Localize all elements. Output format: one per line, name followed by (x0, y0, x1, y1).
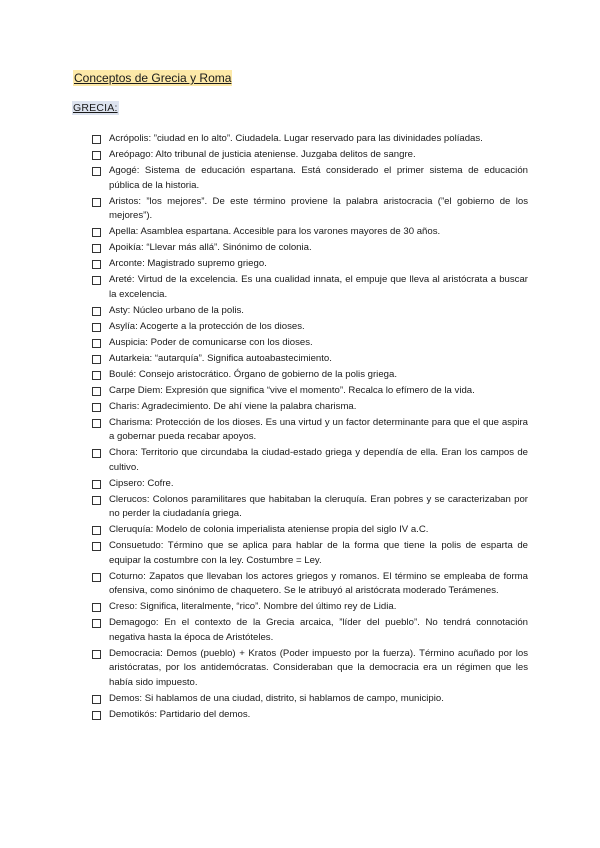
checklist-item-text: Autarkeia: “autarquía”. Significa autoabastecimiento. (109, 352, 332, 364)
checklist-item-text: Boulé: Consejo aristocrático. Órgano de gobierno de la polis griega. (109, 368, 397, 380)
checkbox-icon[interactable] (92, 526, 101, 535)
checklist-item-text: Asylía: Acogerte a la protección de los dioses. (109, 320, 305, 332)
checklist-item (92, 416, 528, 445)
checklist-item (92, 570, 528, 599)
checkbox-icon[interactable] (92, 695, 101, 704)
checklist-item-text: Acrópolis: ”ciudad en lo alto”. Ciudadela. Lugar reservado para las divinidades políadas. (109, 133, 483, 144)
checklist-item (92, 600, 528, 615)
checklist-item-text: Chora: Territorio que circundaba la ciudad-estado griega y dependía de ella. Eran los campos de cultivo. (109, 447, 528, 473)
checkbox-icon[interactable] (92, 339, 101, 348)
checkbox-icon[interactable] (92, 480, 101, 489)
checkbox-icon[interactable] (92, 603, 101, 612)
checklist-item (92, 523, 528, 538)
checkbox-icon[interactable] (92, 542, 101, 551)
checklist-item-text: Democracia: Demos (pueblo) + Kratos (Poder impuesto por la fuerza). Término acuñado por los aristócratas, por los antidemócratas. Consideraban que la democracia era un régimen que les había sido impuesto. (109, 647, 528, 688)
checkbox-icon[interactable] (92, 244, 101, 253)
checklist-item (92, 708, 528, 723)
checklist-item-text: Arconte: Magistrado supremo griego. (109, 258, 267, 269)
checklist-item-text: Cleruquía: Modelo de colonia imperialista ateniense propia del siglo IV a.C. (109, 524, 429, 535)
checkbox-icon[interactable] (92, 355, 101, 364)
checkbox-icon[interactable] (92, 135, 101, 144)
checkbox-icon[interactable] (92, 276, 101, 285)
checkbox-icon[interactable] (92, 573, 101, 582)
checklist-item (92, 368, 528, 383)
checklist-item (92, 336, 528, 351)
checklist-item (92, 320, 528, 335)
checklist-item-text: Carpe Diem: Expresión que significa “vive el momento”. Recalca lo efímero de la vida. (109, 384, 475, 396)
checklist-item-text: Auspicia: Poder de comunicarse con los dioses. (109, 336, 313, 348)
checklist-item-text: Asty: Núcleo urbano de la polis. (109, 304, 244, 316)
document-title: Conceptos de Grecia y Roma (74, 71, 232, 85)
checkbox-icon[interactable] (92, 371, 101, 380)
checklist-item (92, 132, 528, 147)
checkbox-icon[interactable] (92, 167, 101, 176)
checklist-item (92, 539, 528, 568)
checklist-item-text: Demotikós: Partidario del demos. (109, 708, 251, 720)
checklist-item (92, 148, 528, 163)
checklist-item (92, 647, 528, 691)
checkbox-icon[interactable] (92, 650, 101, 659)
checklist-item (92, 352, 528, 367)
checklist-item-text: Charis: Agradecimiento. De ahí viene la palabra charisma. (109, 400, 357, 412)
checklist-item-text: Areté: Virtud de la excelencia. Es una cualidad innata, el empuje que lleva al aristócrata a buscar la excelencia. (109, 274, 528, 300)
checklist-item-text: Cipsero: Cofre. (109, 477, 174, 489)
checklist-item-text: Areópago: Alto tribunal de justicia ateniense. Juzgaba delitos de sangre. (109, 149, 416, 160)
checkbox-icon[interactable] (92, 228, 101, 237)
checklist-item-text: Clerucos: Colonos paramilitares que habitaban la cleruquía. Eran pobres y se caracterizaban por no perder la ciudadanía griega. (109, 493, 528, 519)
concept-list (92, 132, 528, 724)
checklist-item (92, 304, 528, 319)
checklist-item-text: Aristos: ”los mejores”. De este término proviene la palabra aristocracia (”el gobierno de los mejores”). (109, 195, 528, 221)
checkbox-icon[interactable] (92, 260, 101, 269)
checklist-item-text: Apella: Asamblea espartana. Accesible para los varones mayores de 30 años. (109, 226, 441, 237)
checkbox-icon[interactable] (92, 403, 101, 412)
checklist-item-text: Coturno: Zapatos que llevaban los actores griegos y romanos. El término se empleaba de forma ofensiva, como sinónimo de chaquetero. Se le atribuyó al aristócrata moderado Terámenes. (109, 570, 528, 596)
checklist-item (92, 446, 528, 475)
checklist-item (92, 477, 528, 492)
checklist-item-text: Creso: Significa, literalmente, “rico”. Nombre del último rey de Lidia. (109, 601, 397, 612)
checklist-item (92, 257, 528, 272)
checkbox-icon[interactable] (92, 496, 101, 505)
checkbox-icon[interactable] (92, 323, 101, 332)
checkbox-icon[interactable] (92, 711, 101, 720)
checklist-item-text: Consuetudo: Término que se aplica para hablar de la forma que tiene la polis de esparta de equipar la costumbre con la ley. Costumbre = Ley. (109, 540, 528, 566)
checkbox-icon[interactable] (92, 419, 101, 428)
checklist-item (92, 273, 528, 302)
checklist-item-text: Agogé: Sistema de educación espartana. Está considerado el primer sistema de educación pública de la historia. (109, 165, 528, 191)
checklist-item (92, 616, 528, 645)
checkbox-icon[interactable] (92, 619, 101, 628)
checkbox-icon[interactable] (92, 387, 101, 396)
checklist-item-text: Charisma: Protección de los dioses. Es una virtud y un factor determinante para que el que aspira a gobernar pueda recabar apoyos. (109, 416, 528, 442)
checklist-item-text: Demos: Si hablamos de una ciudad, distrito, si hablamos de campo, municipio. (109, 692, 444, 704)
checklist-item (92, 164, 528, 193)
checkbox-icon[interactable] (92, 198, 101, 207)
checkbox-icon[interactable] (92, 307, 101, 316)
checklist-item-text: Demagogo: En el contexto de la Grecia arcaica, ”líder del pueblo”. No tendrá connotación negativa hasta la época de Aristóteles. (109, 617, 528, 643)
checklist-item (92, 493, 528, 522)
checklist-item (92, 241, 528, 256)
checklist-item (92, 400, 528, 415)
checkbox-icon[interactable] (92, 151, 101, 160)
checklist-item (92, 195, 528, 224)
checklist-item (92, 225, 528, 240)
checklist-item (92, 692, 528, 707)
section-heading-grecia: GRECIA: (73, 102, 118, 114)
checkbox-icon[interactable] (92, 449, 101, 458)
checklist-item-text: Apoikía: “Llevar más allá”. Sinónimo de colonia. (109, 242, 312, 253)
checklist-item (92, 384, 528, 399)
